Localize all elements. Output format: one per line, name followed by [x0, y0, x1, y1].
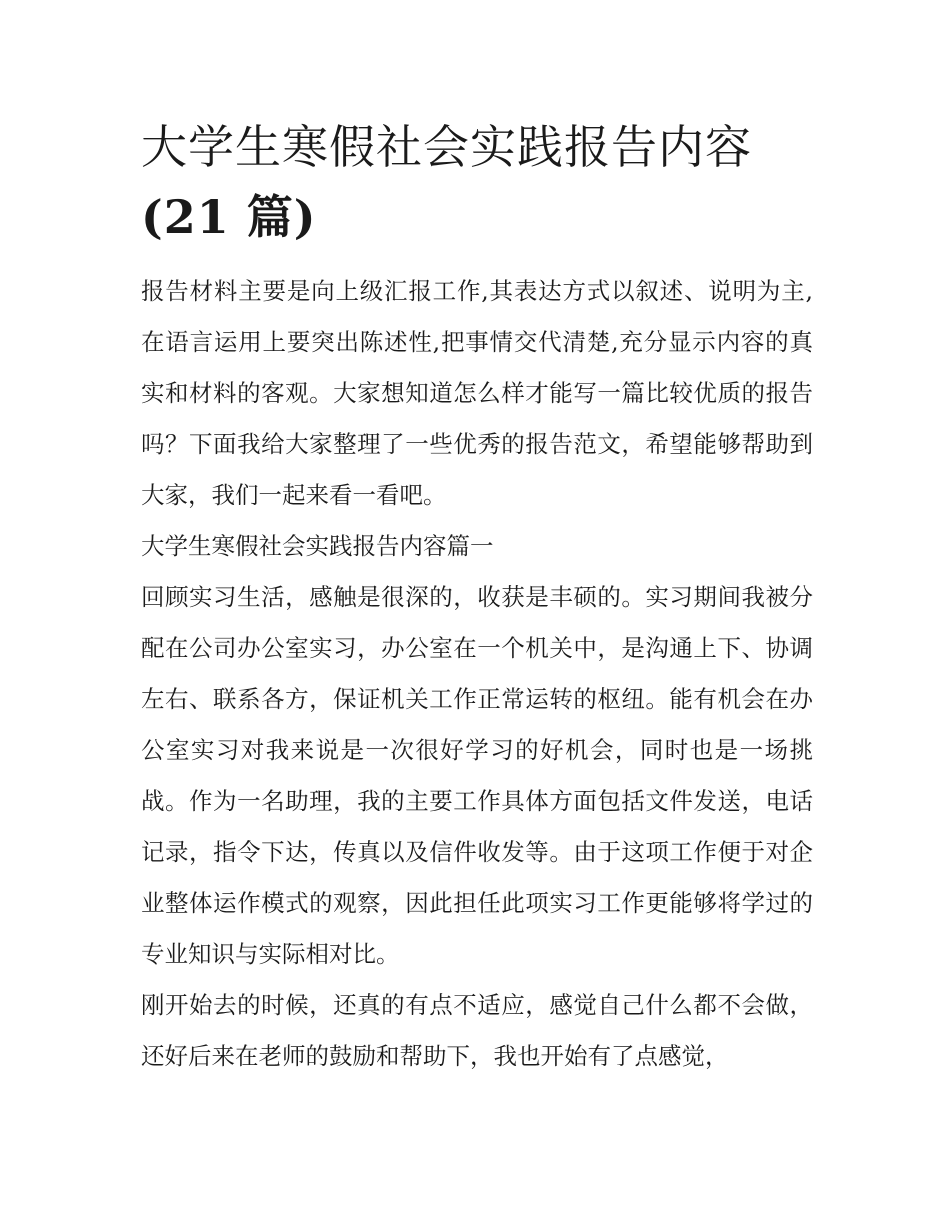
body-paragraph-2: 刚开始去的时候，还真的有点不适应，感觉自己什么都不会做，还好后来在老师的鼓励和帮助下，我也开始有了点感觉， — [141, 991, 813, 1070]
title-main: 大学生寒假社会实践报告内容 — [141, 120, 752, 174]
intro-paragraph: 报告材料主要是向上级汇报工作,其表达方式以叙述、说明为主,在语言运用上要突出陈述性,把事情交代清楚,充分显示内容的真实和材料的客观。大家想知道怎么样才能写一篇比较优质的报告吗？下面我给大家整理了一些优秀的报告范文，希望能够帮助到大家，我们一起来看一看吧。 — [141, 277, 813, 509]
body-paragraph-1: 回顾实习生活，感触是很深的，收获是丰硕的。实习期间我被分配在公司办公室实习，办公室在一个机关中，是沟通上下、协调左右、联系各方，保证机关工作正常运转的枢纽。能有机会在办公室实习对我来说是一次很好学习的好机会，同时也是一场挑战。作为一名助理，我的主要工作具体方面包括文件发送，电话记录，指令下达，传真以及信件收发等。由于这项工作便于对企业整体运作模式的观察，因此担任此项实习工作更能够将学过的专业知识与实际相对比。 — [141, 583, 813, 968]
document-title — [141, 112, 813, 252]
title-count: (21 篇) — [141, 190, 317, 244]
section-heading: 大学生寒假社会实践报告内容篇一 — [141, 532, 494, 560]
document-page — [141, 112, 813, 1082]
